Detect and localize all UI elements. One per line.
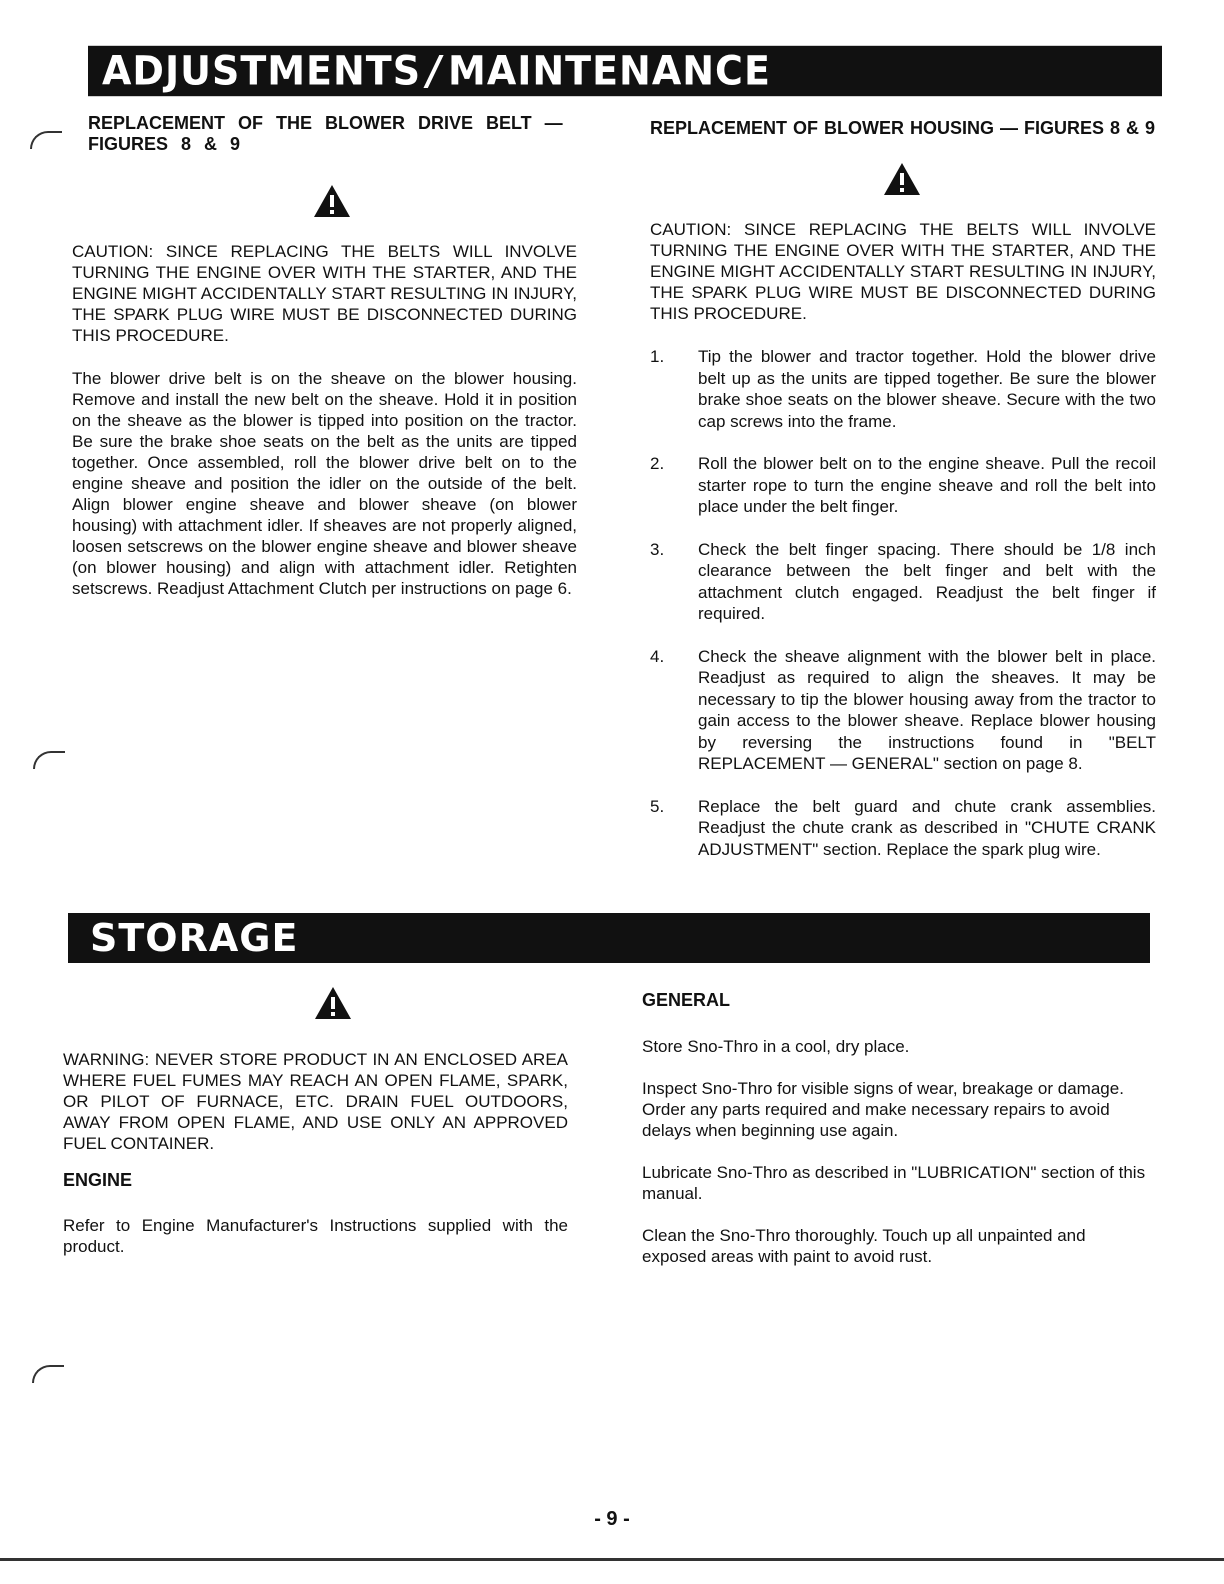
general-paragraph: Clean the Sno-Thro thoroughly. Touch up all unpainted and exposed areas with paint to avoid rust. <box>642 1226 1086 1266</box>
banner-title-storage: STORAGE <box>90 916 299 960</box>
margin-mark <box>33 751 65 769</box>
margin-mark <box>32 1365 64 1383</box>
list-item <box>650 646 1156 775</box>
blower-drive-belt-section <box>72 113 577 599</box>
caution-text: CAUTION: SINCE REPLACING THE BELTS WILL INVOLVE TURNING THE ENGINE OVER WITH THE STARTER, AND THE ENGINE MIGHT ACCIDENTALLY START RESULTING IN INJURY, THE SPARK PLUG WIRE MUST BE DISCONNECTED DURING THIS PROCEDURE. <box>72 242 577 345</box>
engine-heading: ENGINE <box>63 1170 133 1190</box>
storage-banner <box>68 913 1150 963</box>
caution-text: CAUTION: SINCE REPLACING THE BELTS WILL INVOLVE TURNING THE ENGINE OVER WITH THE STARTER, AND THE ENGINE MIGHT ACCIDENTALLY START RESULTING IN INJURY, THE SPARK PLUG WIRE MUST BE DISCONNECTED DURING THIS PROCEDURE. <box>650 220 1156 323</box>
step-text: Replace the belt guard and chute crank assemblies. Readjust the chute crank as described in "CHUTE CRANK ADJUSTMENT" section. Replace the spark plug wire. <box>698 796 1156 859</box>
section-heading: REPLACEMENT OF BLOWER HOUSING — FIGURES 8 & 9 <box>650 118 1156 138</box>
margin-mark <box>30 131 62 149</box>
blower-housing-section <box>650 118 1156 881</box>
footer-rule <box>0 1558 1224 1561</box>
adjustments-maintenance-banner <box>88 46 1162 96</box>
general-heading: GENERAL <box>642 990 731 1010</box>
engine-text: Refer to Engine Manufacturer's Instructions supplied with the product. <box>63 1216 568 1256</box>
instructions-paragraph: The blower drive belt is on the sheave on the blower housing. Remove and install the new belt on the sheave. Hold it in position on the sheave as the blower is tipped into position on the tractor. Be sure the brake shoe seats on the belt as the units are tipped together. Once assembled, roll the blower drive belt on to the engine sheave and position the idler on the outside of the belt. Align blower engine sheave and blower sheave (on blower housing) with attachment idler. If sheaves are not properly aligned, loosen setscrews on the blower engine sheave and blower sheave (on blower housing) and align with attachment idler. Retighten setscrews. Readjust Attachment Clutch per instructions on page 6. <box>72 369 577 598</box>
page-number: - 9 - <box>594 1508 630 1530</box>
general-paragraph: Lubricate Sno-Thro as described in "LUBRICATION" section of this manual. <box>642 1163 1146 1203</box>
storage-warning-section <box>63 985 568 1257</box>
storage-general-section <box>642 990 1147 1288</box>
step-number: 5. <box>650 796 665 816</box>
section-heading: REPLACEMENT OF THE BLOWER DRIVE BELT — FIGURES 8 & 9 <box>88 113 563 154</box>
general-paragraph: Store Sno-Thro in a cool, dry place. <box>642 1037 910 1056</box>
step-text: Check the sheave alignment with the blower belt in place. Readjust as required to align the sheaves. It may be necessary to tip the blower housing away from the tractor to gain access to the blower sheave. Replace blower housing by reversing the instructions found in "BELT REPLACEMENT — GENERAL" section on page 8. <box>698 646 1156 773</box>
warning-triangle-icon <box>312 183 352 219</box>
step-number: 3. <box>650 539 665 559</box>
banner-title-maintenance: MAINTENANCE <box>448 47 771 95</box>
warning-triangle-icon <box>313 985 353 1021</box>
step-number: 1. <box>650 347 665 366</box>
banner-separator: / <box>427 47 442 95</box>
step-text: Tip the blower and tractor together. Hold the blower drive belt up as the units are tipped together. Be sure the blower brake shoe seats on the blower sheave. Secure with the two cap screws into the frame. <box>698 347 1156 431</box>
steps-list <box>650 346 1156 860</box>
step-number: 2. <box>650 454 665 473</box>
step-text: Check the belt finger spacing. There should be 1/8 inch clearance between the belt finger and belt with the attachment clutch engaged. Readjust the belt finger if required. <box>698 539 1156 623</box>
list-item <box>650 453 1156 518</box>
list-item <box>650 796 1156 861</box>
warning-triangle-icon <box>882 161 922 197</box>
step-number: 4. <box>650 646 665 666</box>
list-item <box>650 346 1156 432</box>
general-paragraph: Inspect Sno-Thro for visible signs of wear, breakage or damage. Order any parts required and make necessary repairs to avoid delays when beginning use again. <box>642 1079 1124 1140</box>
warning-text: WARNING: NEVER STORE PRODUCT IN AN ENCLOSED AREA WHERE FUEL FUMES MAY REACH AN OPEN FLAME, SPARK, OR PILOT OF FURNACE, ETC. DRAIN FUEL OUTDOORS, AWAY FROM OPEN FLAME, AND USE ONLY AN APPROVED FUEL CONTAINER. <box>63 1050 568 1153</box>
step-text: Roll the blower belt on to the engine sheave. Pull the recoil starter rope to turn the engine sheave and roll the belt into place under the belt finger. <box>698 454 1156 516</box>
list-item <box>650 539 1156 625</box>
banner-title-adjustments: ADJUSTMENTS <box>102 47 422 95</box>
